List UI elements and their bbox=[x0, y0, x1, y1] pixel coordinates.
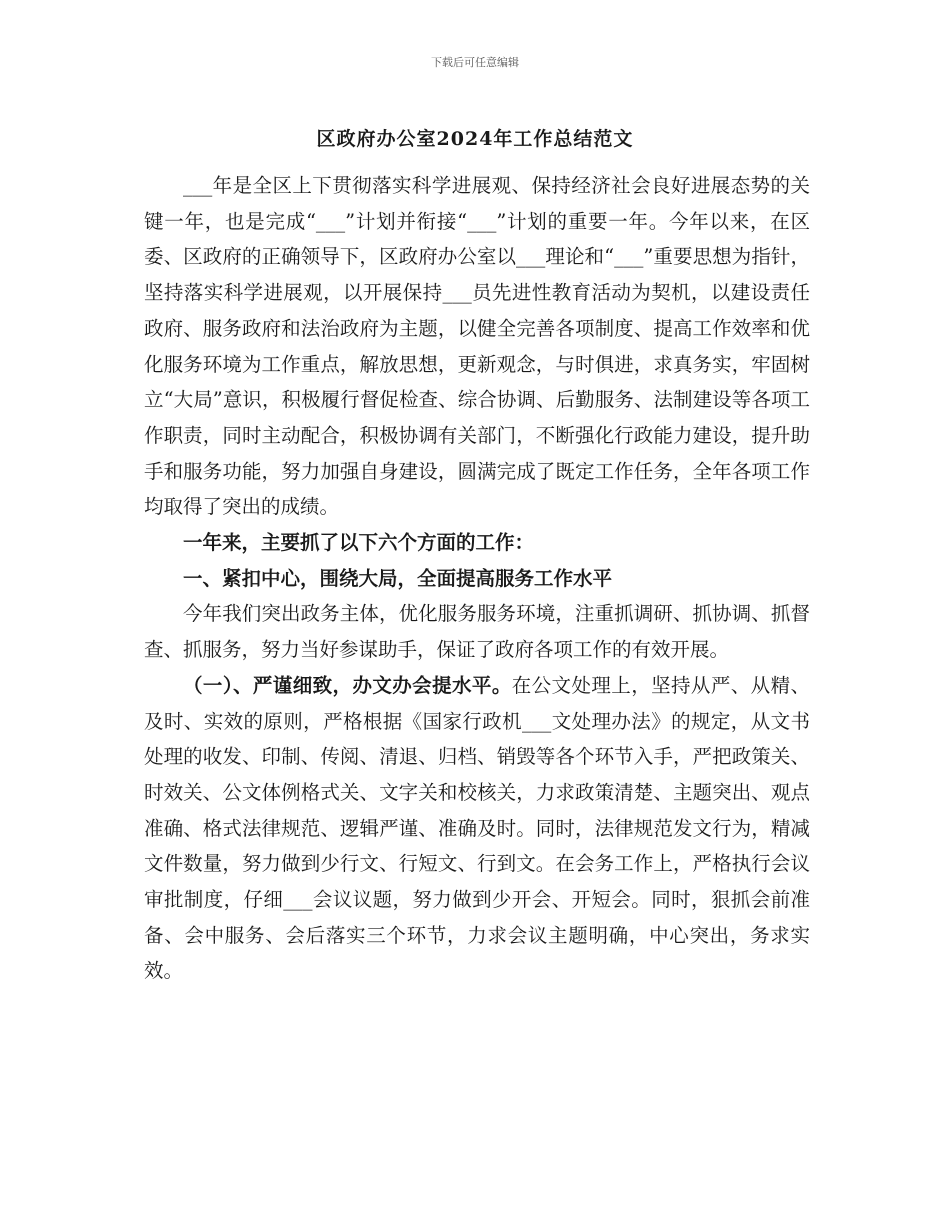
document-body bbox=[144, 168, 810, 989]
subsection-1-body: 在公文处理上，坚持从严、从精、及时、实效的原则，严格根据《国家行政机___文处理办法》的规定，从文书处理的收发、印制、传阅、清退、归档、销毁等各个环节入手，严把政策关、时效关、公文体例格式关、文字关和校核关，力求政策清楚、主题突出、观点准确、格式法律规范、逻辑严谨、准确及时。同时，法律规范发文行为，精减文件数量，努力做到少行文、行短文、行到文。在会务工作上，严格执行会议审批制度，仔细___会议议题，努力做到少开会、开短会。同时，狠抓会前准备、会中服务、会后落实三个环节，力求会议主题明确，中心突出，务求实效。 bbox=[144, 673, 810, 983]
subsection-1-paragraph bbox=[144, 668, 810, 989]
subsection-1-heading: （一）、严谨细致，办文办会提水平。 bbox=[183, 673, 512, 697]
intro-paragraph: ___年是全区上下贯彻落实科学进展观、保持经济社会良好进展态势的关键一年，也是完成“___”计划并衔接“___”计划的重要一年。今年以来，在区委、区政府的正确领导下，区政府办公室以___理论和“___”重要思想为指针，坚持落实科学进展观，以开展保持___员先进性教育活动为契机，以建设责任政府、服务政府和法治政府为主题，以健全完善各项制度、提高工作效率和优化服务环境为工作重点，解放思想，更新观念，与时俱进，求真务实，牢固树立“大局”意识，积极履行督促检查、综合协调、后勤服务、法制建设等各项工作职责，同时主动配合，积极协调有关部门，不断强化行政能力建设，提升助手和服务功能，努力加强自身建设，圆满完成了既定工作任务，全年各项工作均取得了突出的成绩。 bbox=[144, 174, 810, 519]
document-title: 区政府办公室2024年工作总结范文 bbox=[316, 128, 634, 150]
section-heading-1: 一、紧扣中心，围绕大局，全面提高服务工作水平 bbox=[183, 566, 613, 590]
section-1-body: 今年我们突出政务主体，优化服务服务环境，注重抓调研、抓协调、抓督查、抓服务，努力当好参谋助手，保证了政府各项工作的有效开展。 bbox=[144, 602, 810, 662]
summary-heading: 一年来，主要抓了以下六个方面的工作： bbox=[183, 531, 535, 555]
header-note: 下载后可任意编辑 bbox=[431, 56, 519, 69]
